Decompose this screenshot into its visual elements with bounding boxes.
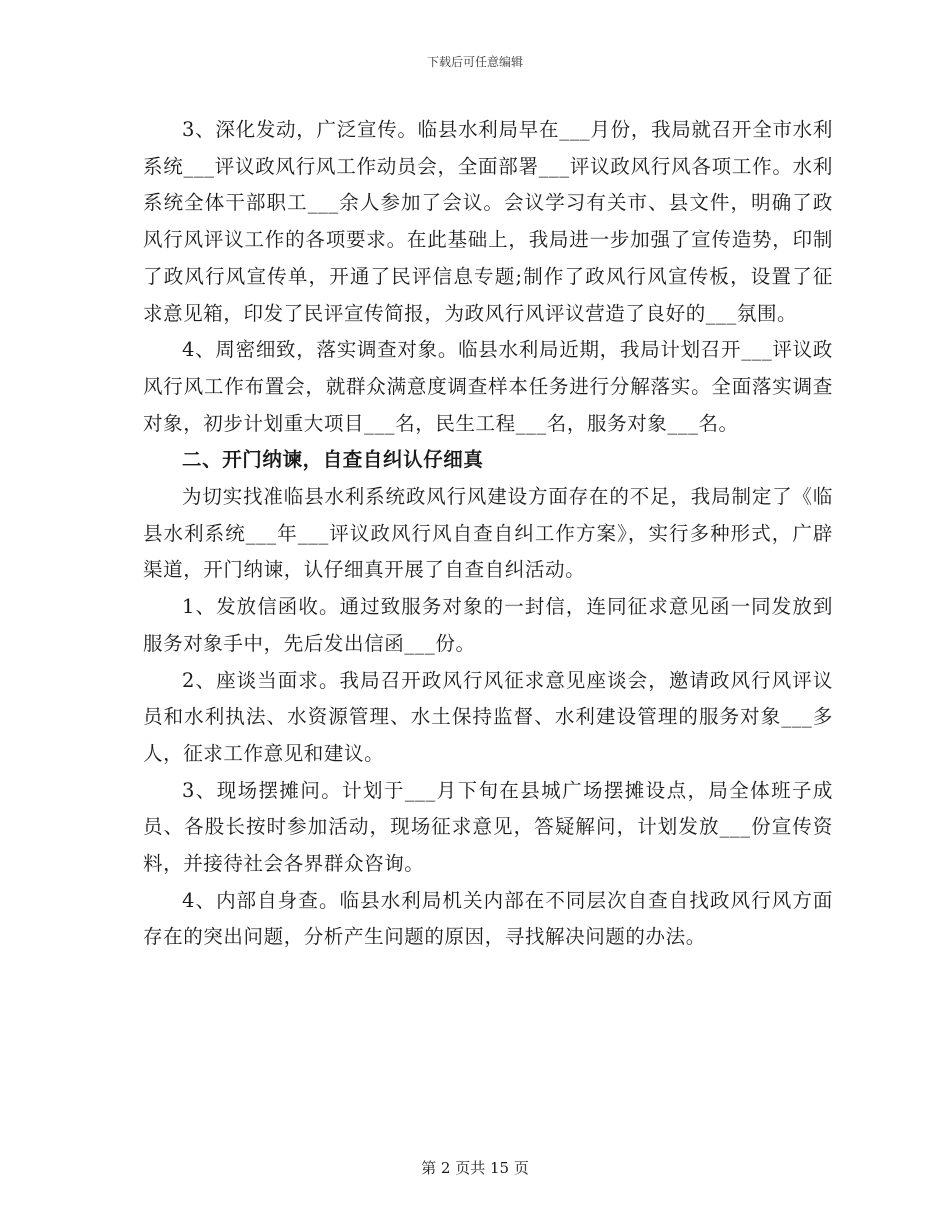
document-body: [143, 112, 833, 956]
page-footer: 第 2 页共 15 页: [421, 1159, 529, 1177]
paragraph-letters: 1、发放信函收。通过致服务对象的一封信，连同征求意见函一同发放到服务对象手中，先后发出信函___份。: [143, 595, 833, 655]
page-header: 下载后可任意编辑: [426, 55, 523, 69]
paragraph-internal-check: 4、内部自身查。临县水利局机关内部在不同层次自查自找政风行风方面存在的突出问题，分析产生问题的原因，寻找解决问题的办法。: [143, 888, 833, 949]
paragraph-symposium: 2、座谈当面求。我局召开政风行风征求意见座谈会，邀请政风行风评议员和水利执法、水资源管理、水土保持监督、水利建设管理的服务对象___多人，征求工作意见和建议。: [143, 668, 833, 765]
paragraph-survey-targets: 4、周密细致，落实调查对象。临县水利局近期，我局计划召开___评议政风行风工作布置会，就群众满意度调查样本任务进行分解落实。全面落实调查对象，初步计划重大项目___名，民生工程___名，服务对象___名。: [143, 338, 833, 435]
section-heading: 二、开门纳谏，自查自纠认仔细真: [182, 448, 484, 472]
paragraph-onsite-stall: 3、现场摆摊问。计划于___月下旬在县城广场摆摊设点，局全体班子成员、各股长按时参加活动，现场征求意见，答疑解问，计划发放___份宣传资料，并接待社会各界群众咨询。: [143, 778, 833, 876]
paragraph-publicity: 3、深化发动，广泛宣传。临县水利局早在___月份，我局就召开全市水利系统___评议政风行风工作动员会，全面部署___评议政风行风各项工作。水利系统全体干部职工___余人参加了会议。会议学习有关市、县文件，明确了政风行风评议工作的各项要求。在此基础上，我局进一步加强了宣传造势，印制了政风行风宣传单，开通了民评信息专题;制作了政风行风宣传板，设置了征求意见箱，印发了民评宣传简报，为政风行风评议营造了良好的___氛围。: [143, 118, 833, 325]
paragraph-self-inspection-intro: 为切实找准临县水利系统政风行风建设方面存在的不足，我局制定了《临县水利系统___年___评议政风行风自查自纠工作方案》，实行多种形式，广辟渠道，开门纳谏，认仔细真开展了自查自纠活动。: [143, 485, 833, 582]
